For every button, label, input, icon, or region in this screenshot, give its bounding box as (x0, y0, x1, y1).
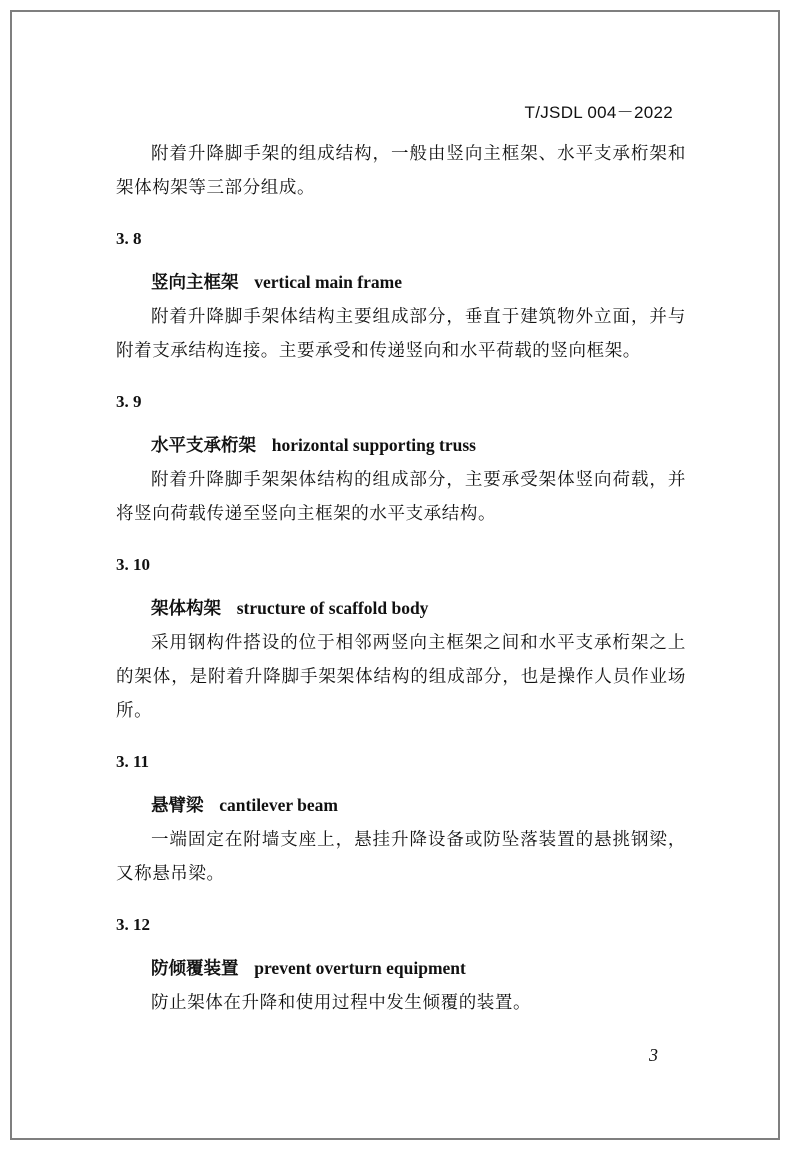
term-chinese: 防倾覆装置 (151, 959, 239, 979)
term-line (116, 591, 686, 626)
section-3-12 (116, 915, 686, 1020)
term-line (116, 951, 686, 986)
term-line (116, 265, 686, 300)
term-line (116, 428, 686, 463)
section-3-9 (116, 392, 686, 531)
term-definition: 一端固定在附墙支座上，悬挂升降设备或防坠落装置的悬挑钢梁，又称悬吊梁。 (116, 830, 686, 884)
term-english: horizontal supporting truss (271, 435, 476, 455)
content-body (116, 137, 686, 1020)
term-chinese: 竖向主框架 (151, 273, 239, 293)
section-number: 3. 11 (116, 752, 150, 771)
term-chinese: 架体构架 (151, 599, 221, 619)
section-3-8 (116, 229, 686, 368)
term-line (116, 788, 686, 823)
section-3-10 (116, 555, 686, 728)
intro-paragraph: 附着升降脚手架的组成结构，一般由竖向主框架、水平支承桁架和架体构架等三部分组成。 (116, 144, 686, 198)
term-english: cantilever beam (219, 795, 338, 815)
term-definition: 附着升降脚手架体结构主要组成部分，垂直于建筑物外立面，并与附着支承结构连接。主要承受和传递竖向和水平荷载的竖向框架。 (116, 307, 686, 361)
section-3-11 (116, 752, 686, 891)
term-english: prevent overturn equipment (254, 958, 466, 978)
term-english: vertical main frame (254, 272, 402, 292)
section-number: 3. 12 (116, 915, 150, 934)
document-code: T/JSDL 004－2022 (524, 103, 673, 122)
section-number: 3. 8 (116, 229, 142, 248)
term-definition: 防止架体在升降和使用过程中发生倾覆的装置。 (151, 993, 532, 1013)
term-chinese: 悬臂梁 (151, 796, 204, 816)
term-english: structure of scaffold body (236, 598, 429, 618)
page-number: 3 (649, 1045, 658, 1065)
term-definition: 采用钢构件搭设的位于相邻两竖向主框架之间和水平支承桁架之上的架体，是附着升降脚手架架体结构的组成部分，也是操作人员作业场所。 (116, 633, 686, 721)
section-number: 3. 10 (116, 555, 150, 574)
term-chinese: 水平支承桁架 (151, 436, 256, 456)
document-page (10, 10, 780, 1140)
section-number: 3. 9 (116, 392, 142, 411)
term-definition: 附着升降脚手架架体结构的组成部分，主要承受架体竖向荷载，并将竖向荷载传递至竖向主框架的水平支承结构。 (116, 470, 686, 524)
